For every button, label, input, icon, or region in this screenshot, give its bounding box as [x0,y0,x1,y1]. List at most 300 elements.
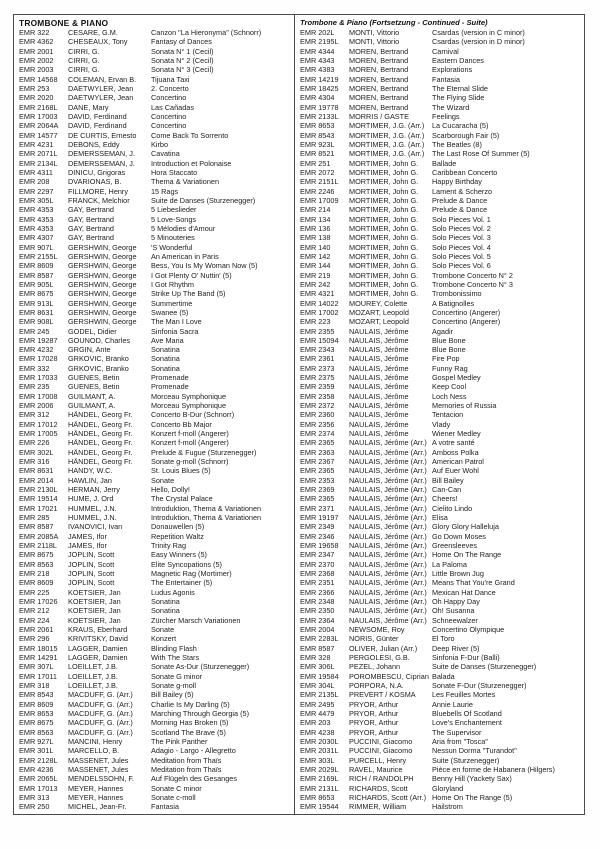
piece-title: Loch Ness [432,391,467,401]
emr-number: EMR 19197 [300,513,339,523]
catalog-row [19,597,292,606]
emr-number: EMR 251 [300,158,331,168]
emr-number: EMR 17002 [300,307,339,317]
emr-number: EMR 305L [19,195,54,205]
piece-title: Canzon "La Hieronyma" (Schnorr) [151,28,262,37]
piece-title: Happy Birthday [432,177,482,187]
emr-number: EMR 908L [19,317,54,327]
emr-number: EMR 19544 [300,802,339,812]
composer-name: RIMMER, William [349,802,407,812]
piece-title: Hora Staccato [151,167,198,177]
piece-title: Konzert [151,634,177,644]
emr-number: EMR 8563 [19,727,54,737]
catalog-row [300,75,582,84]
emr-number: EMR 285 [19,513,50,523]
catalog-row [300,243,582,252]
composer-name: MORTIMER, J.G. (Arr.) [349,149,425,159]
catalog-row [300,625,582,634]
emr-number: EMR 17011 [19,671,57,681]
emr-number: EMR 303L [300,755,335,765]
composer-name: DEMERSSEMAN, J. [68,158,135,168]
catalog-row [19,784,292,793]
piece-title: Home On The Range [432,550,502,560]
catalog-row [19,177,292,186]
composer-name: HUMMEL, J.N. [68,513,117,523]
emr-number: EMR 8587 [19,270,54,280]
catalog-row [300,410,582,419]
piece-title: Annie Laurie [432,699,473,709]
catalog-row [300,327,582,336]
composer-name: DEBONS, Eddy [68,139,120,149]
composer-name: HÄNDEL, Georg Fr. [68,438,133,448]
composer-name: GRGIN, Ante [68,345,111,355]
catalog-row [19,205,292,214]
emr-number: EMR 2353 [300,475,335,485]
catalog-row [19,746,292,755]
composer-name: RICHARDS, Scott (Arr.) [349,792,427,802]
catalog-row [300,756,582,765]
composer-name: DANE, Mary [68,102,109,112]
composer-name: MACDUFF, G. (Arr.) [68,699,133,709]
composer-name: HAWLIN, Jan [68,475,112,485]
composer-name: MORTIMER, J.G. (Arr.) [349,139,425,149]
piece-title: St. Louis Blues (5) [151,466,211,476]
catalog-row [300,299,582,308]
emr-number: EMR 134 [300,214,331,224]
catalog-row [19,681,292,690]
composer-name: RICHARDS, Scott [349,783,408,793]
composer-name: MORTIMER, John G. [349,233,419,243]
piece-title: Auf Flügeln des Gesanges [151,774,237,784]
composer-name: MONTI, Vittorio [349,28,400,37]
piece-title: American Patrol [432,457,484,467]
emr-number: EMR 14219 [300,74,339,84]
emr-number: EMR 2368 [300,569,335,579]
emr-number: EMR 8653 [19,708,54,718]
catalog-row [19,569,292,578]
composer-name: PRYOR, Arthur [349,718,399,728]
composer-name: MORTIMER, J.G. (Arr.) [349,130,425,140]
composer-name: MORTIMER, John G. [349,242,419,252]
composer-name: MOUREY, Colette [349,298,408,308]
composer-name: GERSHWIN, George [68,298,137,308]
piece-title: Gloryland [432,783,464,793]
piece-title: Thema & Variationen [151,177,220,187]
catalog-row [19,410,292,419]
composer-name: NAULAIS, Jérôme (Arr.) [349,597,427,607]
piece-title: The Supervisor [432,727,482,737]
composer-name: GODEL, Didier [68,326,117,336]
catalog-row [300,653,582,662]
piece-title: Sonate C minor [151,783,202,793]
left-column-rows [19,28,292,812]
emr-number: EMR 17005 [19,429,58,439]
catalog-row [19,485,292,494]
emr-number: EMR 250 [19,802,50,812]
piece-title: Sonate g-moll (Schnorr) [151,457,229,467]
piece-title: I Got Rhythm [151,279,194,289]
emr-number: EMR 19287 [19,335,58,345]
piece-title: Blue Bone [432,335,466,345]
piece-title: La Cucaracha (5) [432,121,489,131]
emr-number: EMR 212 [19,606,50,616]
catalog-row [19,289,292,298]
composer-name: GAY, Bertrand [68,214,114,224]
catalog-row [300,569,582,578]
emr-number: EMR 2375 [300,373,335,383]
piece-title: Concertino [151,111,187,121]
emr-number: EMR 2029L [300,764,339,774]
composer-name: GERSHWIN, George [68,307,137,317]
composer-name: NAULAIS, Jérôme (Arr.) [349,541,427,551]
piece-title: Ballade [432,158,457,168]
emr-number: EMR 17033 [19,373,58,383]
piece-title: Sonatina [151,345,180,355]
composer-name: GERSHWIN, George [68,261,137,271]
catalog-row [300,84,582,93]
composer-name: PRYOR, Arthur [349,708,399,718]
emr-number: EMR 2118L [19,541,57,551]
piece-title: Nessun Dorma "Turandot" [432,746,517,756]
piece-title: Solo Pieces Vol. 4 [432,242,491,252]
emr-number: EMR 8609 [19,699,54,709]
piece-title: Sonata N° 2 (Cecil) [151,55,214,65]
piece-title: Donauwellen (5) [151,522,205,532]
composer-name: FILLMORE, Henry [68,186,129,196]
composer-name: GUILMANT, A. [68,401,116,411]
emr-number: EMR 2348 [300,597,335,607]
catalog-row [19,774,292,783]
emr-number: EMR 2031L [300,746,339,756]
catalog-row [19,616,292,625]
catalog-row [19,541,292,550]
emr-number: EMR 312 [19,410,50,420]
composer-name: MORTIMER, John G. [349,279,419,289]
catalog-row [19,550,292,559]
emr-number: EMR 8675 [19,718,54,728]
emr-number: EMR 2246 [300,186,335,196]
emr-number: EMR 17003 [19,111,58,121]
composer-name: GERSHWIN, George [68,317,137,327]
catalog-row [19,317,292,326]
emr-number: EMR 2020 [19,93,54,103]
catalog-row [300,392,582,401]
piece-title: Balada [432,671,455,681]
composer-name: GAY, Bertrand [68,233,114,243]
piece-title: Sinfonia Sacra [151,326,199,336]
piece-title: Come Back To Sorrento [151,130,229,140]
composer-name: NAULAIS, Jérôme [349,391,409,401]
catalog-row [19,261,292,270]
piece-title: Csardas (version in C minor) [432,28,525,37]
composer-name: DAVID, Ferdinand [68,111,127,121]
composer-name: MEYER, Hannes [68,792,124,802]
piece-title: Sonatina [151,363,180,373]
emr-number: EMR 8521 [300,149,335,159]
emr-number: EMR 2001 [19,46,54,56]
emr-number: EMR 2130L [19,485,58,495]
composer-name: GAY, Bertrand [68,205,114,215]
catalog-row [19,84,292,93]
piece-title: Deep River (5) [432,643,480,653]
composer-name: LOEILLET, J.B. [68,662,118,672]
piece-title: Concerto B-Dur (Schnorr) [151,410,235,420]
piece-title: Tijuana Taxi [151,74,190,84]
catalog-row [300,37,582,46]
piece-title: Greensleeves [432,541,478,551]
piece-title: Schneewalzer [432,615,478,625]
piece-title: Prelude & Dance [432,195,488,205]
catalog-row [300,149,582,158]
piece-title: The Last Rose Of Summer (5) [432,149,530,159]
piece-title: Keep Cool [432,382,467,392]
composer-name: FRANCK, Melchior [68,195,130,205]
emr-number: EMR 214 [300,205,331,215]
piece-title: Strike Up The Band (5) [151,289,226,299]
emr-number: EMR 2072 [300,167,335,177]
composer-name: DAETWYLER, Jean [68,93,134,103]
emr-number: EMR 927L [19,736,54,746]
catalog-row [19,271,292,280]
emr-number: EMR 2370 [300,559,335,569]
emr-number: EMR 2151L [300,177,339,187]
emr-number: EMR 2359 [300,382,335,392]
piece-title: 15 Rags [151,186,179,196]
piece-title: The Beatles (8) [432,139,482,149]
piece-title: Little Brown Jug [432,569,484,579]
catalog-row [19,560,292,569]
catalog-row [19,215,292,224]
catalog-row [300,709,582,718]
piece-title: The Man I Love [151,317,202,327]
catalog-row [300,382,582,391]
emr-number: EMR 2371 [300,503,335,513]
piece-title: Tentacion [432,410,464,420]
catalog-row [300,47,582,56]
catalog-row [19,448,292,457]
piece-title: Elisa [432,513,448,523]
emr-number: EMR 235 [19,382,50,392]
piece-title: Aria from "Tosca" [432,736,488,746]
catalog-row [300,494,582,503]
composer-name: NAULAIS, Jérôme (Arr.) [349,447,427,457]
catalog-row [300,93,582,102]
catalog-row [300,289,582,298]
catalog-row [300,784,582,793]
emr-number: EMR 8653 [300,121,335,131]
composer-name: MASSENET, Jules [68,764,129,774]
composer-name: DAVID, Ferdinand [68,121,127,131]
catalog-row [300,140,582,149]
catalog-row [300,112,582,121]
piece-title: Morning Has Broken (5) [151,718,229,728]
piece-title: The Wizard [432,102,470,112]
emr-number: EMR 2155L [19,251,58,261]
piece-title: Blue Bone [432,345,466,355]
emr-number: EMR 144 [300,261,331,271]
piece-title: 'S Wonderful [151,242,193,252]
catalog-row [19,700,292,709]
piece-title: Bill Bailey [432,475,464,485]
composer-name: JOPLIN, Scott [68,550,115,560]
emr-number: EMR 2343 [300,345,335,355]
emr-number: EMR 2365 [300,466,335,476]
emr-number: EMR 8609 [19,261,54,271]
composer-name: HÄNDEL, Georg Fr. [68,410,133,420]
catalog-row [19,532,292,541]
composer-name: MORTIMER, John G. [349,261,419,271]
piece-title: Sonatina [151,354,180,364]
emr-number: EMR 8675 [19,289,54,299]
composer-name: NAULAIS, Jérôme [349,429,409,439]
composer-name: MORTIMER, John G. [349,205,419,215]
composer-name: PEZEL, Johann [349,662,401,672]
emr-number: EMR 296 [19,634,50,644]
piece-title: Solo Pieces Vol. 1 [432,214,491,224]
emr-number: EMR 253 [19,83,50,93]
emr-number: EMR 328 [300,652,331,662]
piece-title: Trombone Concerto N° 2 [432,270,513,280]
composer-name: KOETSIER, Jan [68,606,121,616]
emr-number: EMR 223 [300,317,331,327]
composer-name: HANDY, W.C. [68,466,113,476]
emr-number: EMR 4307 [19,233,54,243]
composer-name: NAULAIS, Jérôme [349,401,409,411]
catalog-row [19,65,292,74]
piece-title: Zürcher Marsch Variationen [151,615,241,625]
catalog-row [19,588,292,597]
right-column-header: Trombone & Piano (Fortsetzung - Continued - Suite) [300,18,488,27]
catalog-row [19,625,292,634]
emr-number: EMR 19514 [19,494,58,504]
emr-number: EMR 2351 [300,578,335,588]
emr-number: EMR 8587 [300,643,335,653]
catalog-row [300,466,582,475]
catalog-row [300,793,582,802]
piece-title: Auf Euer Wohl [432,466,479,476]
piece-title: Elite Syncopations (5) [151,559,222,569]
composer-name: NORIS, Günter [349,634,399,644]
catalog-row [300,205,582,214]
catalog-row [300,317,582,326]
composer-name: GOUNOD, Charles [68,335,131,345]
composer-name: IVANOVICI, Ivan [68,522,123,532]
composer-name: HUME, J. Ord [68,494,114,504]
catalog-row [300,578,582,587]
piece-title: Promenade [151,373,189,383]
catalog-row [300,448,582,457]
emr-number: EMR 4311 [19,167,53,177]
piece-title: The Pink Panther [151,736,208,746]
composer-name: NAULAIS, Jérôme (Arr.) [349,466,427,476]
composer-name: LAGGER, Damien [68,643,128,653]
catalog-row [300,215,582,224]
piece-title: Oh! Susanna [432,606,475,616]
emr-number: EMR 4353 [19,214,54,224]
emr-number: EMR 4344 [300,46,335,56]
catalog-row [300,420,582,429]
composer-name: HÄNDEL, Georg Fr. [68,447,133,457]
emr-number: EMR 2355 [300,326,335,336]
composer-name: MACDUFF, G. (Arr.) [68,718,133,728]
composer-name: NAULAIS, Jérôme (Arr.) [349,494,427,504]
composer-name: GERSHWIN, George [68,279,137,289]
catalog-row [19,756,292,765]
catalog-row [300,457,582,466]
piece-title: Sonate F-Dur (Sturzenegger) [432,680,527,690]
catalog-row [19,131,292,140]
emr-number: EMR 2065L [19,774,58,784]
emr-number: EMR 19778 [300,102,339,112]
catalog-row [19,196,292,205]
catalog-row [19,121,292,130]
catalog-row [300,28,582,37]
catalog-row [300,233,582,242]
emr-number: EMR 142 [300,251,331,261]
composer-name: LOEILLET, J.B. [68,680,118,690]
emr-number: EMR 2356 [300,419,335,429]
emr-number: EMR 4353 [19,223,54,233]
piece-title: Ave Maria [151,335,184,345]
emr-number: EMR 905L [19,279,54,289]
emr-number: EMR 2061 [19,625,54,634]
piece-title: Cielito Lindo [432,503,473,513]
composer-name: HÄNDEL, Georg Fr. [68,429,133,439]
catalog-row [19,522,292,531]
piece-title: Prelude & Dance [432,205,488,215]
composer-name: MOREN, Bertrand [349,74,409,84]
catalog-row [19,28,292,37]
catalog-row [300,644,582,653]
piece-title: Hailstrom [432,802,463,812]
piece-title: Cavatina [151,149,180,159]
piece-title: Magnetic Rag (Mortimer) [151,569,232,579]
emr-number: EMR 17013 [19,783,58,793]
emr-number: EMR 907L [19,242,54,252]
composer-name: NEWSOME, Roy [349,625,405,634]
catalog-row [300,131,582,140]
emr-number: EMR 2195L [300,37,339,47]
composer-name: KOETSIER, Jan [68,587,121,597]
catalog-row [300,308,582,317]
composer-name: KRAUS, Eberhard [68,625,128,634]
catalog-row [300,280,582,289]
composer-name: NAULAIS, Jérôme (Arr.) [349,578,427,588]
emr-number: EMR 4343 [300,55,335,65]
catalog-row [19,140,292,149]
composer-name: NAULAIS, Jérôme [349,382,409,392]
composer-name: GRKOVIC, Branko [68,363,129,373]
composer-name: KRIVITSKY, David [68,634,128,644]
emr-number: EMR 2495 [300,699,335,709]
piece-title: 2. Concerto [151,83,189,93]
catalog-row [19,476,292,485]
piece-title: Fire Pop [432,354,460,364]
piece-title: Suite de Danses (Sturzenegger) [151,195,256,205]
piece-title: Hello, Dolly! [151,485,190,495]
catalog-row [300,476,582,485]
emr-number: EMR 2071L [19,149,58,159]
emr-number: EMR 4383 [300,65,335,75]
catalog-row [19,149,292,158]
piece-title: 5 Love-Songs [151,214,197,224]
composer-name: MORTIMER, John G. [349,289,419,299]
catalog-row [300,261,582,270]
piece-title: The Crystal Palace [151,494,213,504]
piece-title: Summertime [151,298,193,308]
emr-number: EMR 17008 [19,391,58,401]
emr-number: EMR 4321 [300,289,335,299]
